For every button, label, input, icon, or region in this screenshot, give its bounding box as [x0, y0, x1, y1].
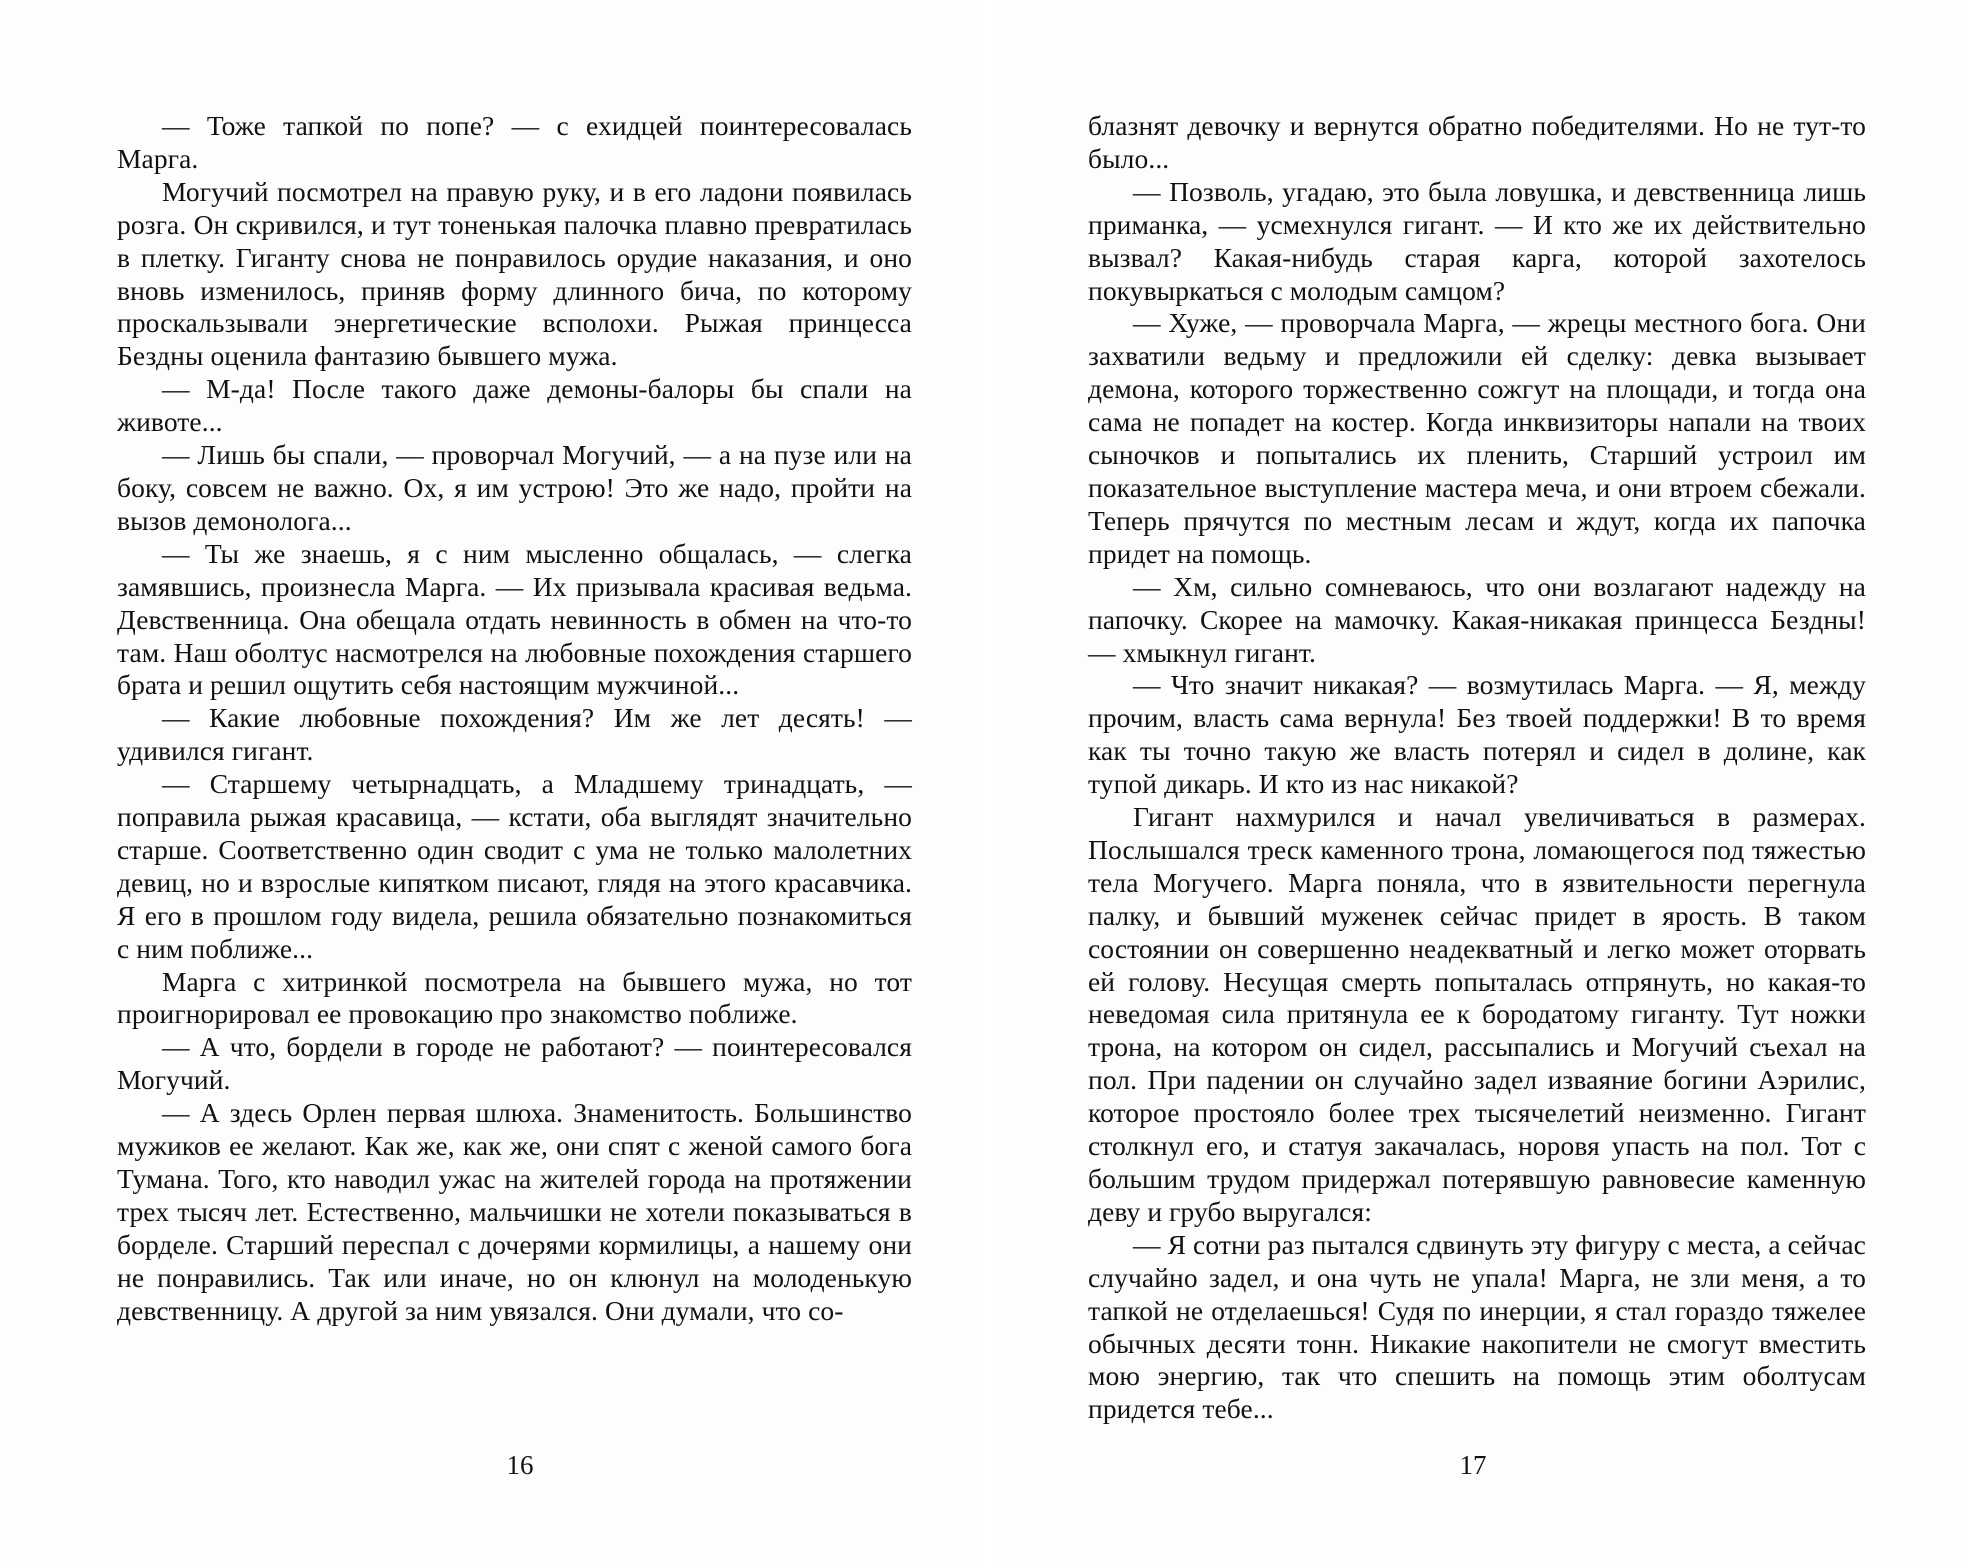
paragraph: Марга с хитринкой посмотрела на бывшего мужа, но тот проигнорировал ее провокацию про знакомство поближе. — [117, 965, 912, 1030]
paragraph: — Какие любовные похождения? Им же лет десять! — удивился гигант. — [117, 702, 912, 767]
paragraph: — А что, бордели в городе не работают? — поинтересовался Могучий. — [117, 1031, 912, 1096]
paragraph: — Старшему четырнадцать, а Младшему тринадцать, — поправила рыжая красавица, — кстати, оба выглядят значительно старше. Соответственно один сводит с ума не только малолетних девиц, но и взрослые кипятком писают, глядя на этого красавчика. Я его в прошлом году видела, решила обязательно познакомиться с ним поближе... — [117, 768, 912, 964]
left-page-text — [117, 110, 912, 1328]
page-number-left: 16 — [506, 1450, 534, 1480]
paragraph: — Что значит никакая? — возмутилась Марга. — Я, между прочим, власть сама вернула! Без твоей поддержки! В то время как ты точно такую же власть потерял и сидел в долине, как тупой дикарь. И кто из нас никакой? — [1088, 669, 1866, 800]
paragraph: — Я сотни раз пытался сдвинуть эту фигуру с места, а сейчас случайно задел, и она чуть не упала! Марга, не зли меня, а то тапкой не отделаешься! Судя по инерции, я стал гораздо тяжелее обычных десяти тонн. Никакие накопители не смогут вместить мою энергию, так что спешить на помощь этим оболтусам придется тебе... — [1088, 1228, 1866, 1425]
paragraph: — Хуже, — проворчала Марга, — жрецы местного бога. Они захватили ведьму и предложили ей сделку: девка вызывает демона, которого торжественно сожгут на площади, и тогда она сама не попадет на костер. Когда инквизиторы напали на твоих сыночков и попытались их пленить, Старший устроил им показательное выступление мастера меча, и они втроем сбежали. Теперь прячутся по местным лесам и ждут, когда их папочка придет на помощь. — [1088, 307, 1866, 569]
paragraph: — Тоже тапкой по попе? — с ехидцей поинтересовалась Марга. — [117, 110, 912, 174]
paragraph-continued: блазнят девочку и вернутся обратно победителями. Но не тут-то было... — [1088, 110, 1866, 174]
paragraph: — Лишь бы спали, — проворчал Могучий, — а на пузе или на боку, совсем не важно. Ох, я им устрою! Это же надо, пройти на вызов демонолога... — [117, 439, 912, 536]
paragraph: — М-да! После такого даже демоны-балоры бы спали на животе... — [117, 373, 912, 438]
right-page — [993, 0, 1966, 1568]
paragraph: — Позволь, угадаю, это была ловушка, и девственница лишь приманка, — усмехнулся гигант. — И кто же их действительно вызвал? Какая-нибудь старая карга, которой захотелось покувыркаться с молодым самцом? — [1088, 175, 1866, 306]
gutter — [983, 0, 993, 1568]
right-page-text — [1088, 110, 1866, 1426]
page-number-right: 17 — [1459, 1450, 1487, 1480]
paragraph: — Хм, сильно сомневаюсь, что они возлагают надежду на папочку. Скорее на мамочку. Какая-никакая принцесса Бездны! — хмыкнул гигант. — [1088, 570, 1866, 668]
paragraph: — Ты же знаешь, я с ним мысленно общалась, — слегка замявшись, произнесла Марга. — Их призывала красивая ведьма. Девственница. Она обещала отдать невинность в обмен на что-то там. Наш оболтус насмотрелся на любовные похождения старшего брата и решил ощутить себя настоящим мужчиной... — [117, 537, 912, 701]
paragraph: — А здесь Орлен первая шлюха. Знаменитость. Большинство мужиков ее желают. Как же, как же, они спят с женой самого бога Тумана. Того, кто наводил ужас на жителей города на протяжении трех тысяч лет. Естественно, мальчишки не хотели показываться в борделе. Старший переспал с дочерями кормилицы, а нашему они не понравились. Так или иначе, но он клюнул на молоденькую девственницу. А другой за ним увязался. Они думали, что со- — [117, 1097, 912, 1326]
paragraph: Гигант нахмурился и начал увеличиваться в размерах. Послышался треск каменного трона, ломающегося под тяжестью тела Могучего. Марга поняла, что в язвительности перегнула палку, и бывший муженек сейчас придет в ярость. В таком состоянии он совершенно неадекватный и легко может оторвать ей голову. Несущая смерть попыталась отпрянуть, но какая-то неведомая сила притянула ее к бородатому гиганту. Тут ножки трона, на котором он сидел, рассыпались и Могучий съехал на пол. При падении он случайно задел изваяние богини Аэрилис, которое простояло более трех тысячелетий неизменно. Гигант столкнул его, и статуя закачалась, норовя упасть на пол. Тот с большим трудом придержал потерявшую равновесие каменную деву и грубо выругался: — [1088, 801, 1866, 1227]
paragraph: Могучий посмотрел на правую руку, и в его ладони появилась розга. Он скривился, и тут тоненькая палочка плавно превратилась в плетку. Гиганту снова не понравилось орудие наказания, и оно вновь изменилось, приняв форму длинного бича, по которому проскальзывали энергетические всполохи. Рыжая принцесса Бездны оценила фантазию бывшего мужа. — [117, 175, 912, 372]
